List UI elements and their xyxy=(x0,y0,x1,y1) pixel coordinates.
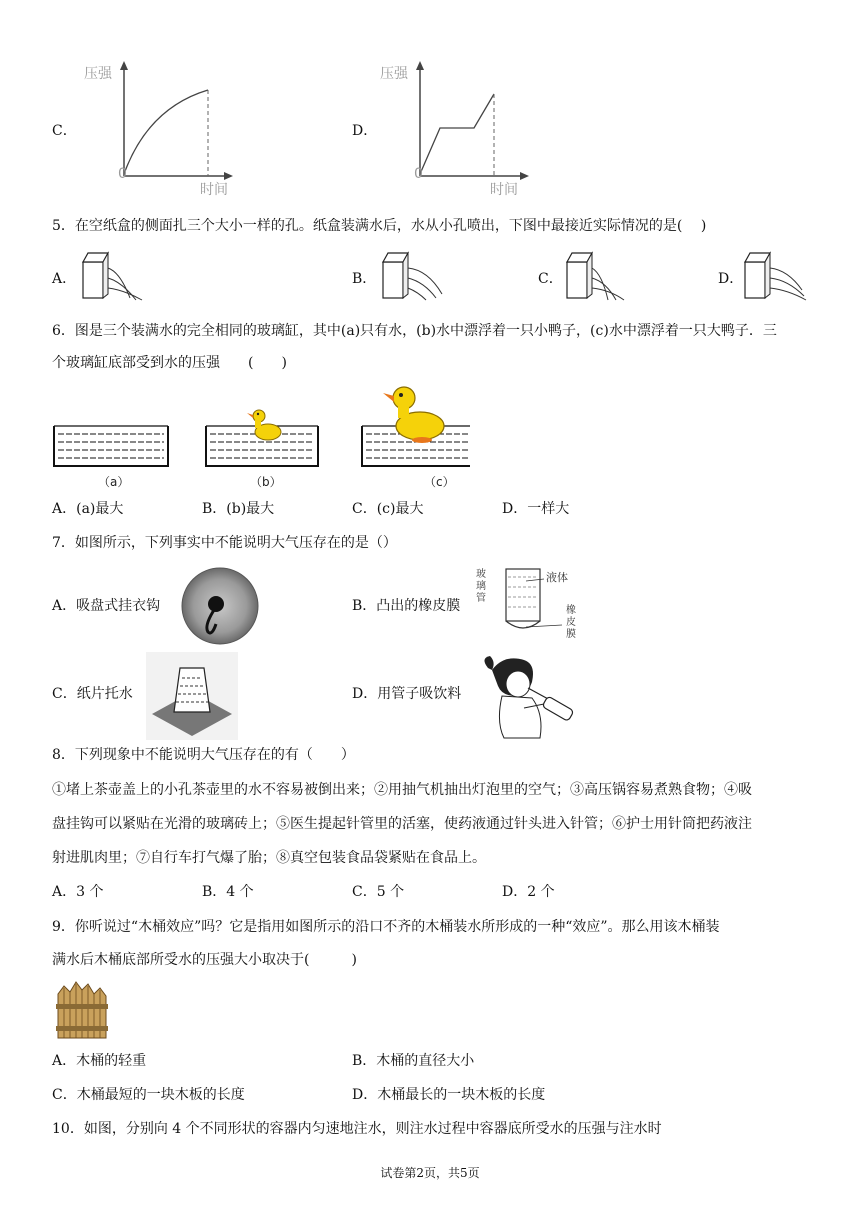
q9-stem-line1: 9．你听说过“木桶效应”吗？它是指用如图所示的沿口不齐的木桶装水所形成的一种“效应”。那么用该木桶装 xyxy=(52,919,720,935)
q9-option-b: B．木桶的直径大小 xyxy=(352,1053,475,1069)
graph-c-origin: 0 xyxy=(118,166,127,182)
q9-option-d: D．木桶最长的一块木板的长度 xyxy=(352,1087,546,1103)
tube-label-membrane-3: 膜 xyxy=(566,629,576,640)
q7-option-a: A．吸盘式挂衣钩 xyxy=(52,598,161,614)
option-c-label: C． xyxy=(52,123,77,139)
tube-label-membrane-2: 皮 xyxy=(566,617,576,628)
girl-drinking-figure xyxy=(474,652,582,740)
q6-stem-line1: 6．图是三个装满水的完全相同的玻璃缸，其中(a)只有水，(b)水中漂浮着一只小鸭子，(c)水中漂浮着一只大鸭子．三 xyxy=(52,323,777,339)
q8-stem: 8．下列现象中不能说明大气压存在的有（ ） xyxy=(52,747,355,763)
q5-option-d-label: D． xyxy=(718,271,744,287)
q6-stem-line2: 个玻璃缸底部受到水的压强 ( ) xyxy=(52,355,287,371)
q10-stem: 10．如图，分别向 4 个不同形状的容器内匀速地注水，则注水过程中容器底所受水的压强与注水时 xyxy=(52,1121,662,1137)
page-footer: 试卷第2页，共5页 xyxy=(380,1166,480,1180)
q6-option-b: B．(b)最大 xyxy=(202,501,275,517)
q7-option-b: B．凸出的橡皮膜 xyxy=(352,598,461,614)
q8-option-a: A．3 个 xyxy=(52,884,104,900)
tube-label-liquid: 液体 xyxy=(546,571,568,584)
rubber-membrane-tube-figure xyxy=(474,563,584,647)
q8-body-line2: 盘挂钩可以紧贴在光滑的玻璃砖上；⑤医生提起针管里的活塞，使药液通过针头进入针管；⑥护士用针筒把药液注 xyxy=(52,816,752,832)
q9-option-c: C．木桶最短的一块木板的长度 xyxy=(52,1087,245,1103)
q5-option-b-label: B． xyxy=(352,271,377,287)
paper-holds-water-figure xyxy=(146,652,238,740)
carton-jets-a-figure xyxy=(80,250,146,304)
q6-option-d: D．一样大 xyxy=(502,501,570,517)
q9-stem-line2: 满水后木桶底部所受水的压强大小取决于( ) xyxy=(52,952,357,968)
tube-label-membrane-1: 橡 xyxy=(566,605,576,616)
q8-option-c: C．5 个 xyxy=(352,884,405,900)
carton-jets-d-figure xyxy=(742,250,808,304)
graph-d-y-label: 压强 xyxy=(380,66,408,82)
q9-option-a: A．木桶的轻重 xyxy=(52,1053,147,1069)
tank-a-label: （a） xyxy=(98,475,130,489)
graph-d-origin: 0 xyxy=(414,166,423,182)
tube-label-glass-1: 玻 xyxy=(476,569,486,580)
q6-option-c: C．(c)最大 xyxy=(352,501,424,517)
tube-label-glass-2: 璃 xyxy=(476,581,486,592)
big-duck-icon xyxy=(383,387,444,443)
graph-d-curve xyxy=(420,94,494,174)
q8-option-b: B．4 个 xyxy=(202,884,254,900)
graph-c-y-label: 压强 xyxy=(84,66,112,82)
wooden-bucket-figure xyxy=(54,980,114,1044)
option-d-label: D． xyxy=(352,123,378,139)
q5-option-c-label: C． xyxy=(538,271,563,287)
q6-option-a: A．(a)最大 xyxy=(52,501,124,517)
graph-c-x-label: 时间 xyxy=(200,182,228,198)
q7-option-c: C．纸片托水 xyxy=(52,686,133,702)
q7-stem: 7．如图所示，下列事实中不能说明大气压存在的是（） xyxy=(52,535,397,551)
pressure-time-graph-d xyxy=(374,56,534,198)
carton-jets-c-figure xyxy=(564,250,630,304)
graph-c-curve xyxy=(124,90,208,174)
three-tanks-figure xyxy=(50,380,470,490)
graph-d-x-label: 时间 xyxy=(490,182,518,198)
q7-option-d: D．用管子吸饮料 xyxy=(352,686,462,702)
carton-jets-b-figure xyxy=(380,250,446,304)
tank-a xyxy=(54,426,168,466)
pressure-time-graph-c xyxy=(78,56,238,198)
q5-stem: 5．在空纸盒的侧面扎三个大小一样的孔。纸盒装满水后，水从小孔喷出，下图中最接近实际情况的是( ) xyxy=(52,218,707,234)
small-duck-icon xyxy=(247,410,281,440)
suction-hook-figure xyxy=(174,566,268,646)
q8-body-line1: ①堵上茶壶盖上的小孔茶壶里的水不容易被倒出来；②用抽气机抽出灯泡里的空气；③高压锅容易煮熟食物；④吸 xyxy=(52,782,752,798)
q8-body-line3: 射进肌肉里；⑦自行车打气爆了胎；⑧真空包装食品袋紧贴在食品上。 xyxy=(52,850,486,866)
q5-option-a-label: A． xyxy=(52,271,77,287)
tank-c-label: （c） xyxy=(424,475,455,489)
tube-label-glass-3: 管 xyxy=(476,593,486,604)
tank-b-label: （b） xyxy=(250,475,282,489)
q8-option-d: D．2 个 xyxy=(502,884,555,900)
